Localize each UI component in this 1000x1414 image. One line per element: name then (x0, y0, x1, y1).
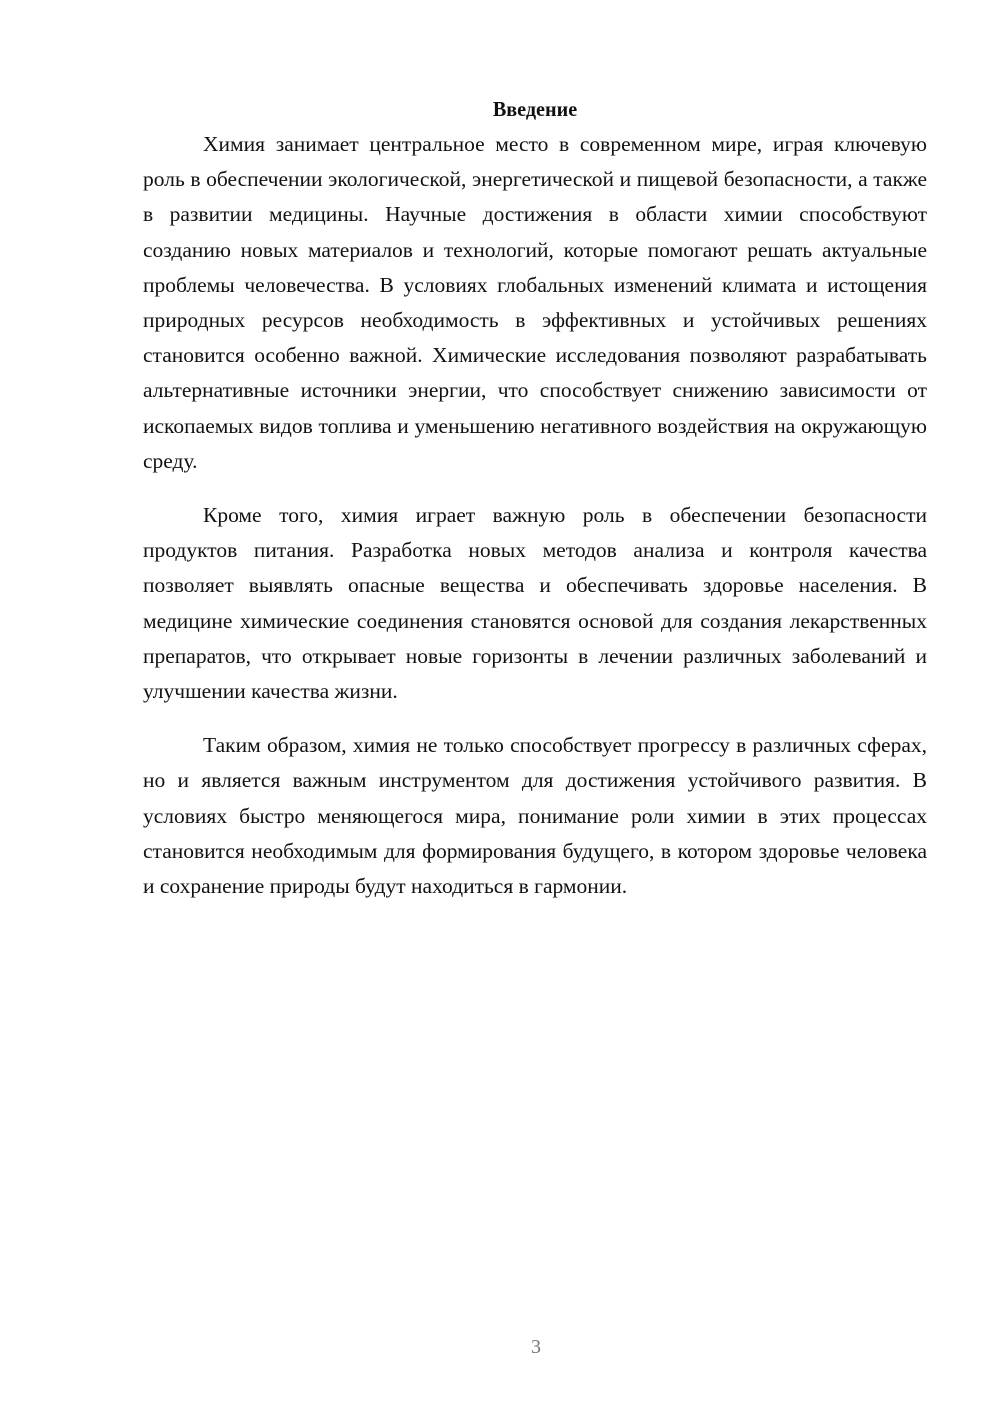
paragraph-3: Таким образом, химия не только способствует прогрессу в различных сферах, но и является важным инструментом для достижения устойчивого развития. В условиях быстро меняющегося мира, понимание роли химии в этих процессах становится необходимым для формирования будущего, в котором здоровье человека и сохранение природы будут находиться в гармонии. (143, 733, 927, 899)
page-content (143, 92, 927, 904)
page-number: 3 (531, 1336, 541, 1358)
section-title: Введение (492, 97, 578, 121)
paragraph-2: Кроме того, химия играет важную роль в обеспечении безопасности продуктов питания. Разработка новых методов анализа и контроля качества позволяет выявлять опасные вещества и обеспечивать здоровье населения. В медицине химические соединения становятся основой для создания лекарственных препаратов, что открывает новые горизонты в лечении различных заболеваний и улучшении качества жизни. (143, 503, 927, 704)
paragraph-1: Химия занимает центральное место в современном мире, играя ключевую роль в обеспечении экологической, энергетической и пищевой безопасности, а также в развитии медицины. Научные достижения в области химии способствуют созданию новых материалов и технологий, которые помогают решать актуальные проблемы человечества. В условиях глобальных изменений климата и истощения природных ресурсов необходимость в эффективных и устойчивых решениях становится особенно важной. Химические исследования позволяют разрабатывать альтернативные источники энергии, что способствует снижению зависимости от ископаемых видов топлива и уменьшению негативного воздействия на окружающую среду. (143, 132, 927, 473)
